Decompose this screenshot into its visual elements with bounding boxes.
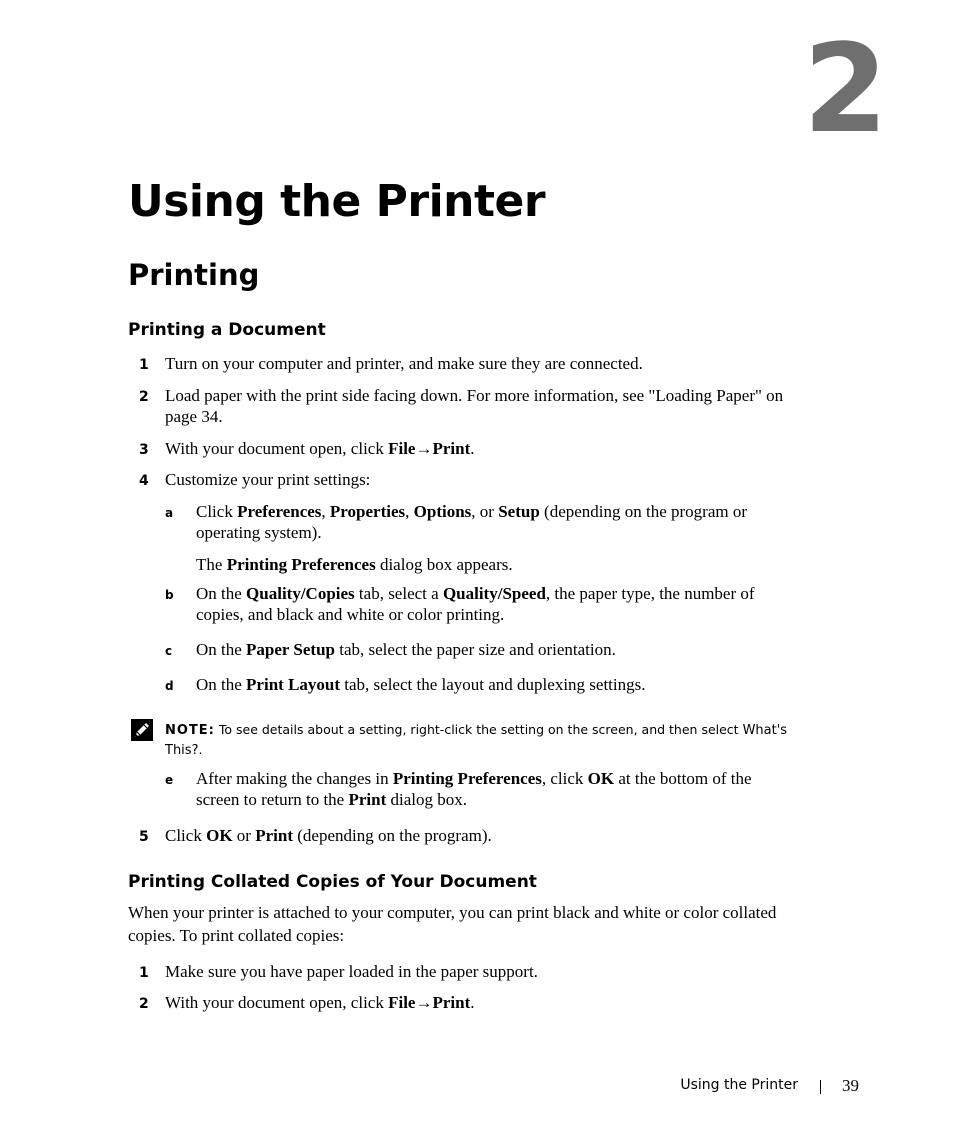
step-number: 4 — [139, 473, 149, 489]
substep-text: On the Quality/Copies tab, select a Quality/Speed, the paper type, the number of copies, and black and white or color printing. — [196, 584, 755, 624]
substep-followup: The Printing Preferences dialog box appears. — [196, 555, 513, 574]
substep-letter: e — [165, 773, 174, 787]
step-text: With your document open, click File→Print. — [165, 993, 475, 1012]
menu-print: Print — [432, 993, 471, 1012]
step-number: 2 — [139, 389, 149, 405]
menu-file: File — [388, 439, 416, 458]
step-number: 2 — [139, 996, 149, 1012]
chapter-title: Using the Printer — [128, 176, 546, 227]
substep-text: On the Paper Setup tab, select the paper size and orientation. — [196, 640, 616, 659]
subsection-title-collated-copies: Printing Collated Copies of Your Document — [128, 872, 537, 892]
step-number: 1 — [139, 965, 149, 981]
intro-paragraph: When your printer is attached to your computer, you can print black and white or color collated copies. To print collated copies: — [128, 903, 777, 945]
footer-chapter-title: Using the Printer — [680, 1077, 798, 1093]
step-text: With your document open, click File→Print. — [165, 439, 475, 458]
note-pencil-icon — [131, 719, 153, 741]
step-text: Turn on your computer and printer, and make sure they are connected. — [165, 354, 643, 373]
step-number: 3 — [139, 442, 149, 458]
arrow-icon: → — [415, 439, 433, 458]
menu-print: Print — [432, 439, 471, 458]
substep-letter: c — [165, 644, 173, 658]
chapter-number: 2 — [803, 18, 888, 160]
substep-letter: a — [165, 506, 174, 520]
step-text: Load paper with the print side facing down. For more information, see "Loading Paper" on page 34. — [165, 386, 784, 426]
substep-letter: d — [165, 679, 174, 693]
footer-separator — [820, 1080, 821, 1094]
substep-text: After making the changes in Printing Preferences, click OK at the bottom of the screen to return to the Print dialog box. — [196, 769, 752, 809]
substep-letter: b — [165, 588, 174, 602]
page-number: 39 — [842, 1076, 859, 1095]
menu-file: File — [388, 993, 416, 1012]
step-number: 1 — [139, 357, 149, 373]
step-text: Click OK or Print (depending on the program). — [165, 826, 492, 845]
subsection-title-printing-document: Printing a Document — [128, 320, 326, 340]
arrow-icon: → — [415, 993, 433, 1012]
note-text: NOTE: To see details about a setting, right-click the setting on the screen, and then select What's This?. — [165, 722, 788, 758]
step-number: 5 — [139, 829, 149, 845]
section-title: Printing — [128, 258, 260, 292]
substep-text: Click Preferences, Properties, Options, or Setup (depending on the program or operating system). — [196, 502, 748, 542]
step-text: Make sure you have paper loaded in the paper support. — [165, 962, 538, 981]
substep-text: On the Print Layout tab, select the layout and duplexing settings. — [196, 675, 646, 694]
step-text: Customize your print settings: — [165, 470, 371, 489]
